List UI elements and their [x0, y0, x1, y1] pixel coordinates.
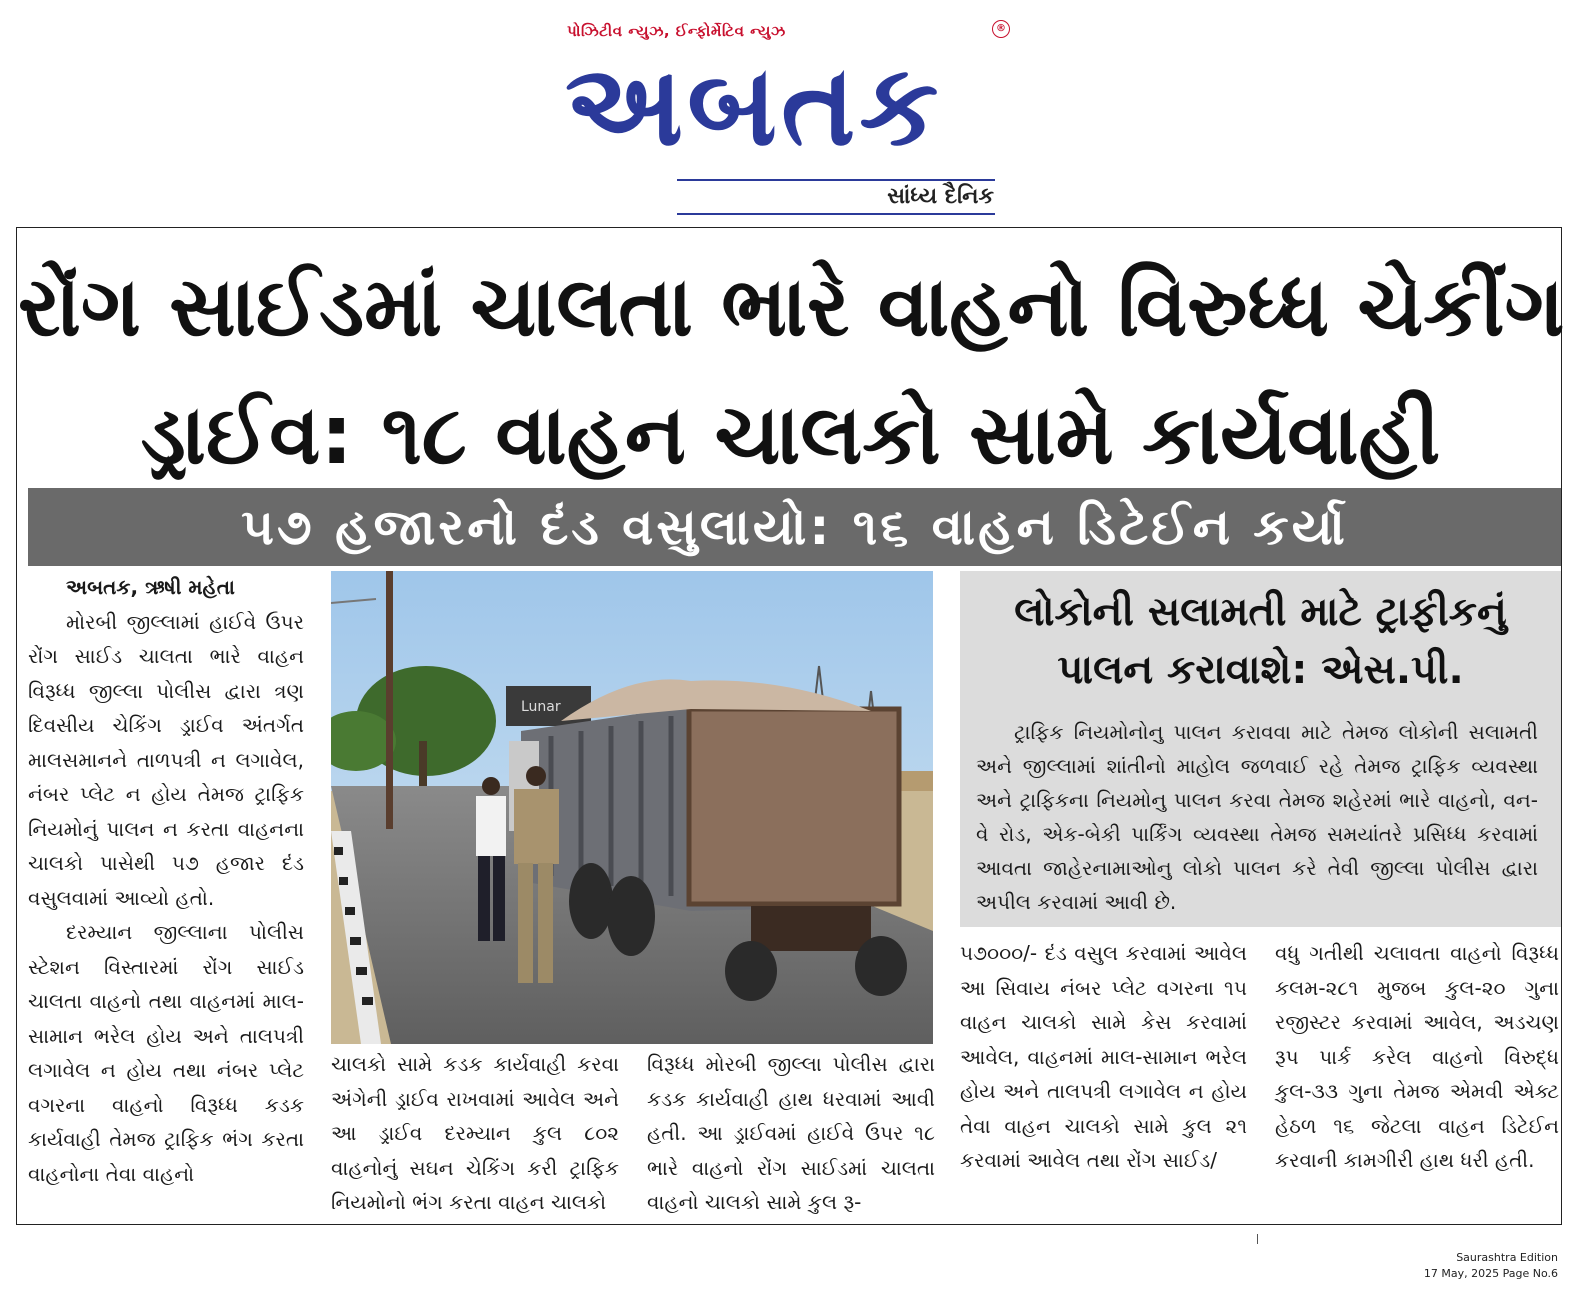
- article-column-5: [1275, 936, 1559, 1178]
- article-column-1: [28, 570, 304, 1191]
- box-title: [960, 583, 1561, 699]
- headline-line-1: રોંગ સાઈડમાં ચાલતા ભારે વાહનો વિરુધ્ધ ચેકીંગ: [18, 260, 1565, 355]
- paragraph: વધુ ગતીથી ચલાવતા વાહનો વિરૂધ્ધ કલમ-૨૮૧ મુજબ કુલ-૨૦ ગુના રજીસ્ટર કરવામાં આવેલ, અડચણ રૂપ પાર્ક કરેલ વાહનો વિરુદ્ધ કુલ-૩૩ ગુના તેમજ એમવી એક્ટ હેઠળ ૧૬ જેટલા વાહન ડિટેઈન કરવાની કામગીરી હાથ ધરી હતી.: [1275, 941, 1559, 1172]
- newspaper-logo: [565, 41, 1005, 171]
- sp-quote-box: [960, 571, 1561, 927]
- page-tick-mark: [1257, 1234, 1258, 1244]
- article-column-3: [647, 1047, 935, 1220]
- edition-label: Saurashtra Edition: [1456, 1251, 1558, 1264]
- truck-photo-illustration: [331, 571, 933, 1044]
- article-column-2: [331, 1047, 619, 1220]
- article-deck: ૫૭ હજારનો દંડ વસુલાયો: ૧૬ વાહન ડિટેઈન કર્યા: [28, 488, 1561, 566]
- paragraph: ટ્રાફિક નિયમોનોનુ પાલન કરાવવા માટે તેમજ લોકોની સલામતી અને જીલ્લામાં શાંતીનો માહોલ જળવાઈ રહે તેમજ ટ્રાફિક વ્યવસ્થા અને ટ્રાફિકના નિયમોનુ પાલન કરવા તેમજ શહેરમાં ભારે વાહનો, વન-વે રોડ, એક-બેકી પાર્કિંગ વ્યવસ્થા તેમજ સમયાંતરે પ્રસિધ્ધ કરવામાં આવતા જાહેરનામાઓનુ લોકો પાલન કરે તેવી જીલ્લા પોલીસ દ્વારા અપીલ કરવામાં આવી છે.: [976, 720, 1538, 914]
- date-page-label: 17 May, 2025 Page No.6: [1423, 1267, 1558, 1280]
- paragraph: મોરબી જીલ્લામાં હાઈવે ઉપર રોંગ સાઈડ ચાલતા ભારે વાહન વિરૂધ્ધ જીલ્લા પોલીસ દ્વારા ત્રણ દિવસીય ચેકિંગ ડ્રાઈવ અંતર્ગત માલસમાનને તાળપત્રી ન લગાવેલ, નંબર પ્લેટ ન હોય તેમજ ટ્રાફિક નિયમોનું પાલન ન કરતા વાહનના ચાલકો પાસેથી ૫૭ હજાર દંડ વસુલવામાં આવ્યો હતો.: [28, 609, 304, 910]
- headline-line-2: ડ્રાઈવ: ૧૮ વાહન ચાલકો સામે કાર્યવાહી: [140, 388, 1441, 483]
- news-photo: [331, 571, 933, 1044]
- masthead: [565, 18, 1010, 209]
- registered-mark: ®: [992, 20, 1010, 38]
- masthead-tagline: પોઝિટીવ ન્યુઝ, ઈન્ફોર્મેટિવ ન્યુઝ: [567, 22, 786, 40]
- byline: અબતક, ઋષી મહેતા: [66, 575, 235, 599]
- box-body: [976, 715, 1538, 919]
- billboard-text: Lunar: [521, 699, 561, 715]
- box-title-line-2: પાલન કરાવાશે: એસ.પી.: [1057, 647, 1464, 693]
- masthead-rule-top: [677, 179, 995, 181]
- paragraph: વિરૂધ્ધ મોરબી જીલ્લા પોલીસ દ્વારા કડક કાર્યવાહી હાથ ધરવામાં આવી હતી. આ ડ્રાઈવમાં હાઈવે ઉપર ૧૮ ભારે વાહનો રોંગ સાઈડમાં ચાલતા વાહનો ચાલકો સામે કુલ રૂ-: [647, 1052, 935, 1214]
- paragraph: દરમ્યાન જીલ્લાના પોલીસ સ્ટેશન વિસ્તારમાં રોંગ સાઈડ ચાલતા વાહનો તથા વાહનમાં માલ-સામાન ભરેલ હોય અને તાલપત્રી લગાવેલ ન હોય તથા નંબર પ્લેટ વગરના વાહનો વિરૂધ્ધ કડક કાર્યવાહી તેમજ ટ્રાફિક ભંગ કરતા વાહનોના તેવા વાહનો: [28, 920, 304, 1186]
- paragraph: ચાલકો સામે કડક કાર્યવાહી કરવા અંગેની ડ્રાઈવ રાખવામાં આવેલ અને આ ડ્રાઈવ દરમ્યાન કુલ ૮૦૨ વાહનોનું સઘન ચેકિંગ કરી ટ્રાફિક નિયમોનો ભંગ કરતા વાહન ચાલકો: [331, 1052, 619, 1214]
- page-footer: [1424, 1250, 1558, 1282]
- masthead-subtitle: સાંધ્ય દૈનિક: [887, 184, 994, 209]
- logo-text: અબતક: [565, 41, 943, 171]
- article-headline: [18, 238, 1563, 494]
- article-column-4: [960, 936, 1247, 1178]
- box-title-line-1: લોકોની સલામતી માટે ટ્રાફીકનું: [1014, 589, 1507, 635]
- paragraph: ૫૭૦૦૦/- દંડ વસુલ કરવામાં આવેલ આ સિવાય નંબર પ્લેટ વગરના ૧૫ વાહન ચાલકો સામે કેસ કરવામાં આવેલ, વાહનમાં માલ-સામાન ભરેલ હોય અને તાલપત્રી લગાવેલ ન હોય તેવા વાહન ચાલકો સામે કુલ ૨૧ કરવામાં આવેલ તથા રોંગ સાઈડ/: [960, 941, 1247, 1172]
- masthead-rule-bottom: [677, 213, 995, 215]
